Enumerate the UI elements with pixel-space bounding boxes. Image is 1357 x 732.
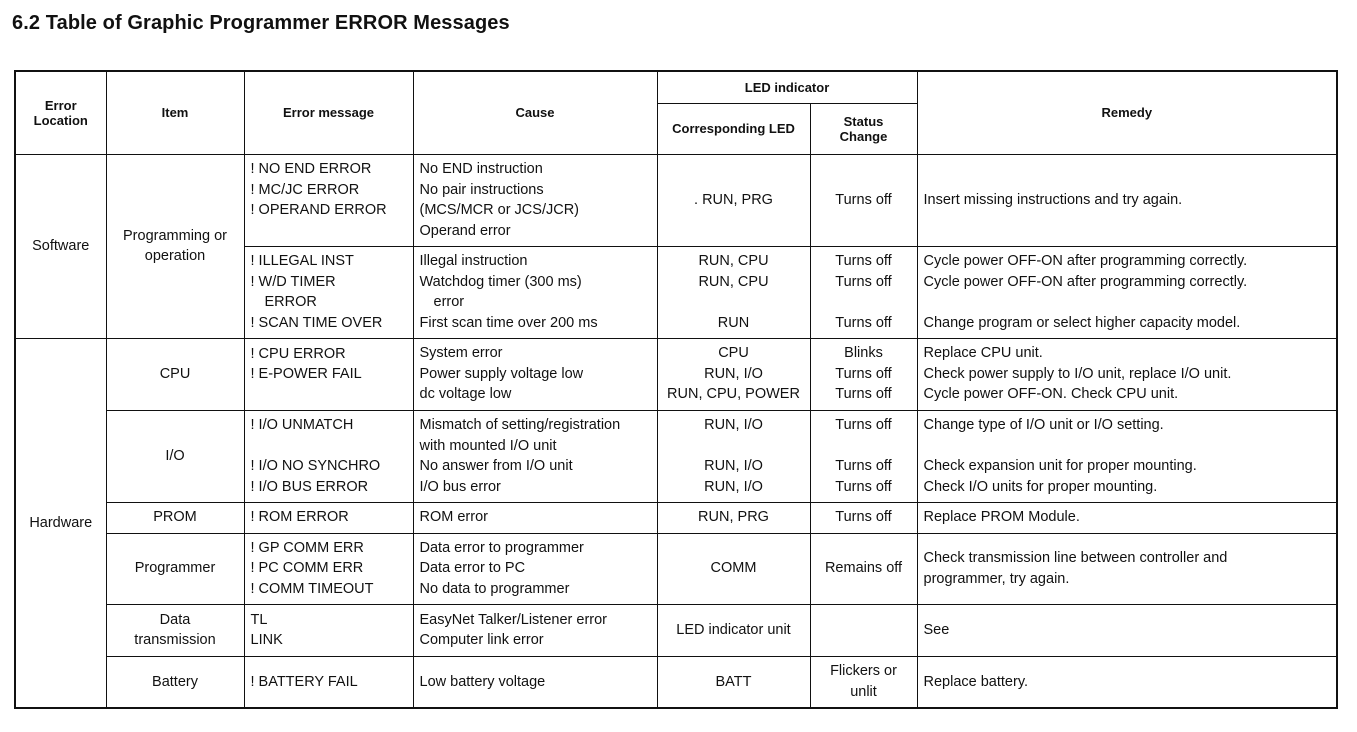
header-led-indicator: LED indicator [657, 71, 917, 103]
remedy-cell: Cycle power OFF-ON after programming correctly. Cycle power OFF-ON after programming correctly. Change program or select higher capacity model. [917, 246, 1337, 338]
remedy-cell: Check transmission line between controller and programmer, try again. [917, 533, 1337, 604]
status-cell: Flickers or unlit [810, 656, 917, 708]
table-row [15, 604, 1337, 656]
location-hardware: Hardware [15, 338, 106, 708]
header-error-location: Error Location [15, 71, 106, 154]
led-cell: CPU RUN, I/O RUN, CPU, POWER [657, 338, 810, 410]
table-row [15, 656, 1337, 708]
item-io: I/O [106, 410, 244, 502]
header-cause: Cause [413, 71, 657, 154]
cause-cell: ROM error [413, 502, 657, 533]
table-row [15, 533, 1337, 604]
table-row [15, 338, 1337, 410]
item-cpu: CPU [106, 338, 244, 410]
status-cell: Remains off [810, 533, 917, 604]
error-message-cell: ! GP COMM ERR ! PC COMM ERR ! COMM TIMEOUT [244, 533, 413, 604]
error-message-cell: ! ILLEGAL INST ! W/D TIMER ERROR ! SCAN TIME OVER [244, 246, 413, 338]
item-prom: PROM [106, 502, 244, 533]
remedy-cell: Insert missing instructions and try again. [917, 154, 1337, 246]
status-cell [810, 604, 917, 656]
header-status-change: Status Change [810, 103, 917, 154]
error-message-cell: ! NO END ERROR ! MC/JC ERROR ! OPERAND ERROR [244, 154, 413, 246]
header-error-message: Error message [244, 71, 413, 154]
status-cell: Turns off Turns off Turns off [810, 410, 917, 502]
remedy-cell: Change type of I/O unit or I/O setting. Check expansion unit for proper mounting. Check I/O units for proper mounting. [917, 410, 1337, 502]
remedy-cell: See [917, 604, 1337, 656]
cause-cell: Mismatch of setting/registration with mounted I/O unit No answer from I/O unit I/O bus error [413, 410, 657, 502]
status-cell: Turns off [810, 502, 917, 533]
led-cell: LED indicator unit [657, 604, 810, 656]
header-remedy: Remedy [917, 71, 1337, 154]
remedy-cell: Replace battery. [917, 656, 1337, 708]
cause-cell: Data error to programmer Data error to PC No data to programmer [413, 533, 657, 604]
item-programming-operation: Programming or operation [106, 154, 244, 338]
page-title: 6.2 Table of Graphic Programmer ERROR Messages [12, 12, 510, 34]
remedy-cell: Replace CPU unit. Check power supply to I/O unit, replace I/O unit. Cycle power OFF-ON. Check CPU unit. [917, 338, 1337, 410]
error-message-cell: ! BATTERY FAIL [244, 656, 413, 708]
led-cell: RUN, CPU RUN, CPU RUN [657, 246, 810, 338]
cause-cell: EasyNet Talker/Listener error Computer link error [413, 604, 657, 656]
table-row [15, 502, 1337, 533]
error-message-cell: ! CPU ERROR ! E-POWER FAIL [244, 338, 413, 410]
status-cell: Turns off [810, 154, 917, 246]
led-cell: BATT [657, 656, 810, 708]
led-cell: RUN, I/O RUN, I/O RUN, I/O [657, 410, 810, 502]
cause-cell: No END instruction No pair instructions (MCS/MCR or JCS/JCR) Operand error [413, 154, 657, 246]
remedy-cell: Replace PROM Module. [917, 502, 1337, 533]
error-message-cell: ! I/O UNMATCH ! I/O NO SYNCHRO ! I/O BUS ERROR [244, 410, 413, 502]
item-battery: Battery [106, 656, 244, 708]
error-message-cell: ! ROM ERROR [244, 502, 413, 533]
location-software: Software [15, 154, 106, 338]
item-data-transmission: Data transmission [106, 604, 244, 656]
status-cell: Blinks Turns off Turns off [810, 338, 917, 410]
header-item: Item [106, 71, 244, 154]
error-messages-table [14, 70, 1338, 709]
error-message-cell: TL LINK [244, 604, 413, 656]
item-programmer: Programmer [106, 533, 244, 604]
status-cell: Turns off Turns off Turns off [810, 246, 917, 338]
cause-cell: System error Power supply voltage low dc voltage low [413, 338, 657, 410]
cause-cell: Low battery voltage [413, 656, 657, 708]
table-row [15, 410, 1337, 502]
led-cell: . RUN, PRG [657, 154, 810, 246]
led-cell: COMM [657, 533, 810, 604]
header-corresponding-led: Corresponding LED [657, 103, 810, 154]
cause-cell: Illegal instruction Watchdog timer (300 ms) error First scan time over 200 ms [413, 246, 657, 338]
table-row [15, 154, 1337, 246]
led-cell: RUN, PRG [657, 502, 810, 533]
